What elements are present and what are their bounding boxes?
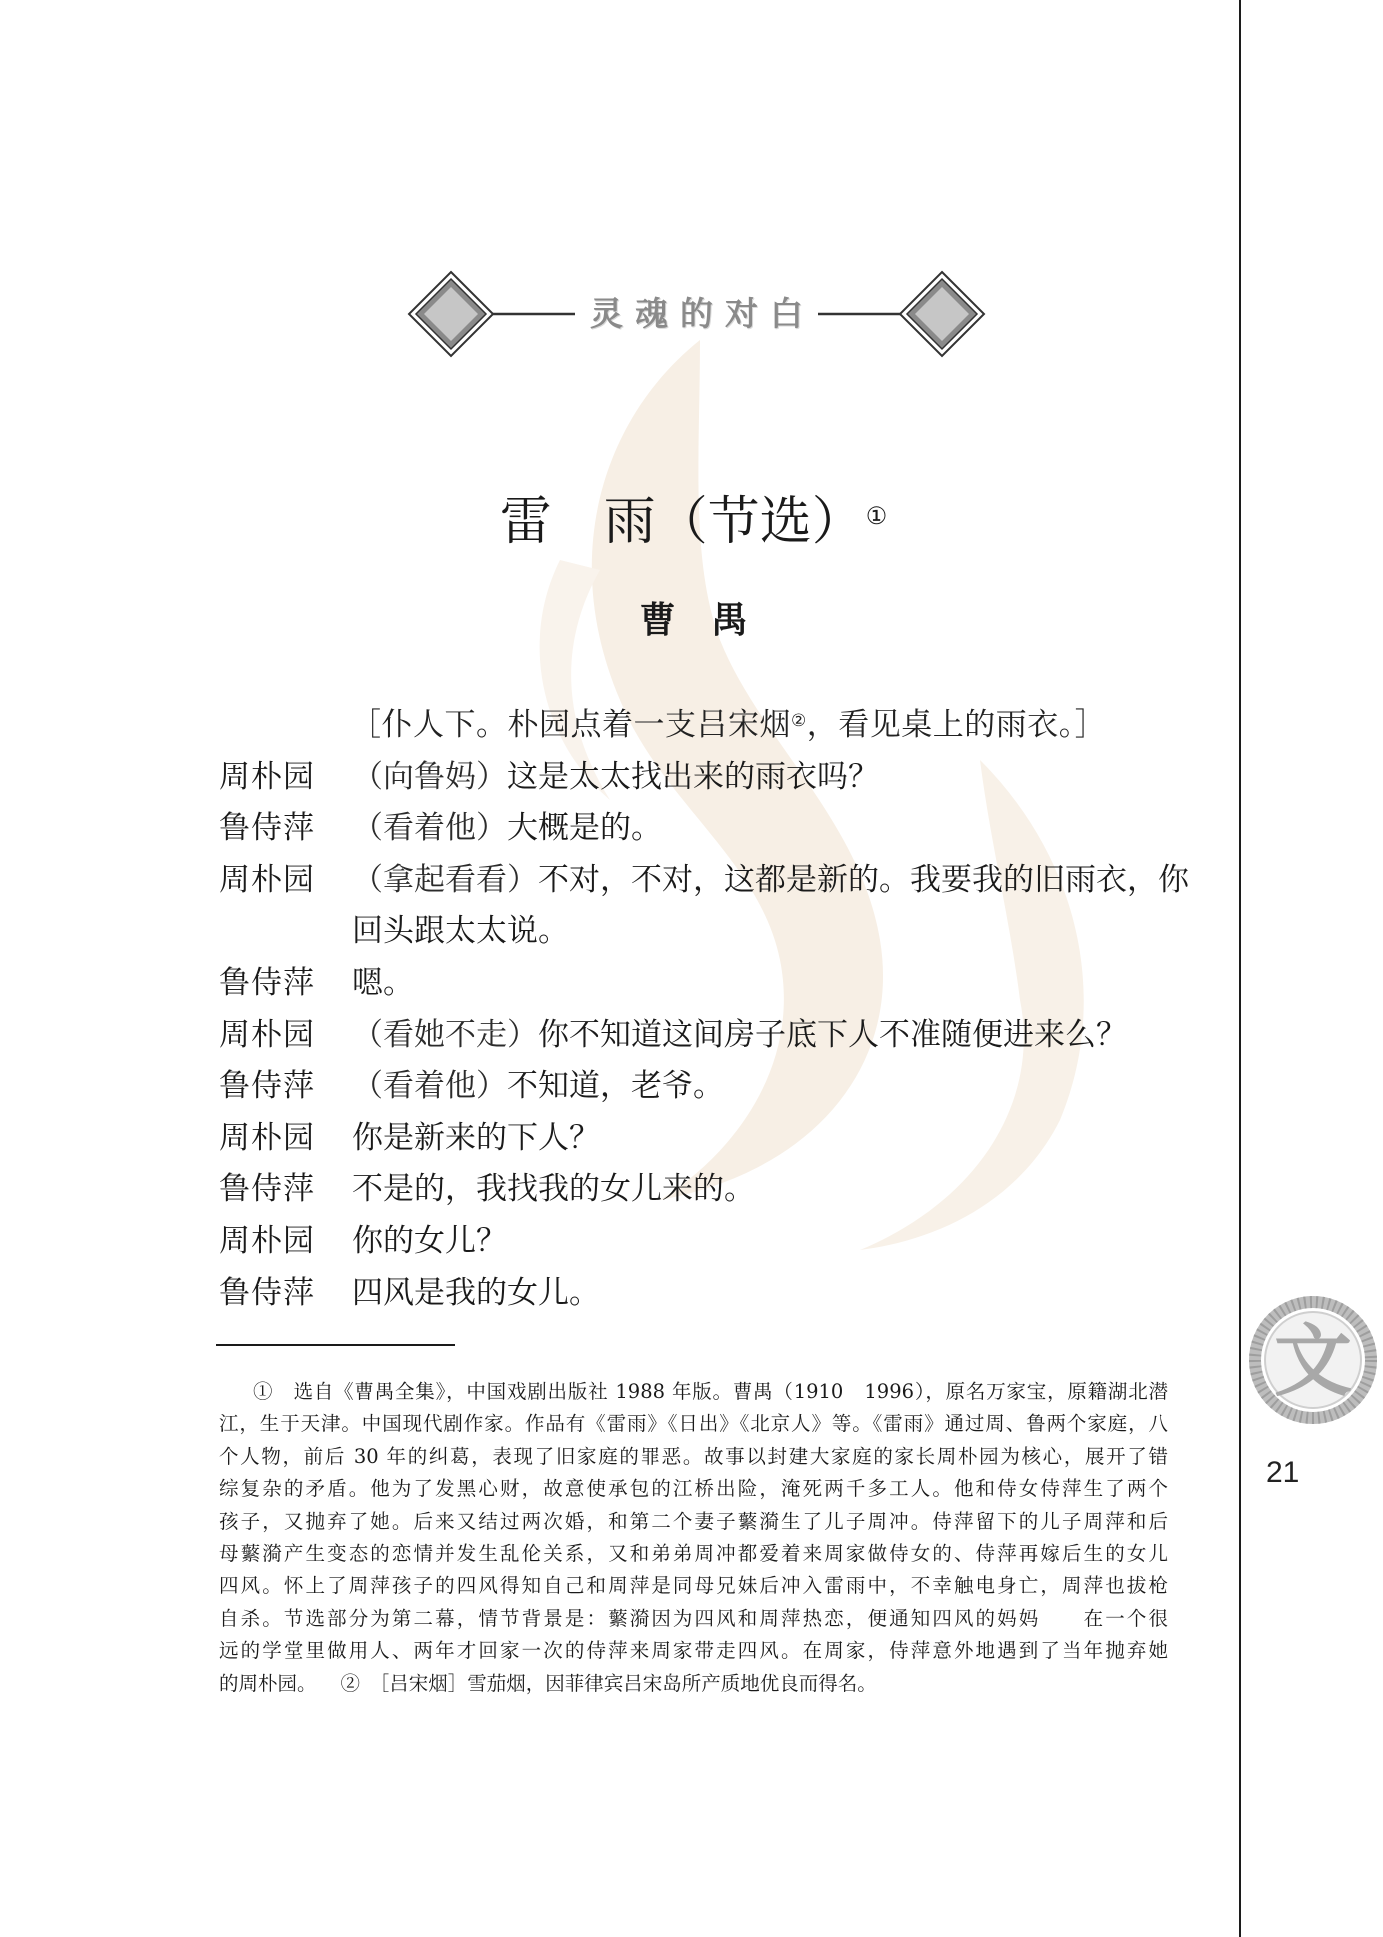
speaker-name: 周朴园 (219, 1119, 315, 1156)
dialogue-line (219, 752, 1168, 804)
speaker-name: 鲁侍萍 (219, 1274, 315, 1311)
dialogue-line (219, 1268, 1168, 1320)
inline-direction: （向鲁妈） (352, 758, 507, 795)
speech-line (352, 958, 1168, 1010)
speech-text: 不知道，老爷。 (507, 1068, 724, 1105)
page-title (219, 494, 1168, 550)
speech-text: 这是太太找出来的雨衣吗？ (507, 758, 879, 795)
diamond-ornament-left (409, 272, 493, 356)
seal-glyph: 文 (1273, 1317, 1353, 1407)
footnote-line (219, 1668, 1168, 1700)
footnote-line: 自杀。节选部分为第二幕，情节背景是：蘩漪因为四风和周萍热恋，便通知四风的妈妈 在一个很 (219, 1606, 1168, 1630)
speaker-name: 鲁侍萍 (219, 1171, 315, 1208)
inline-direction: （看她不走） (352, 1016, 538, 1053)
title-subtitle: （节选） (655, 492, 864, 552)
speech-text: 不对，不对，这都是新的。我要我的旧雨衣，你 (538, 861, 1189, 898)
footnote-separator (216, 1344, 455, 1346)
speaker-name: 鲁侍萍 (219, 1068, 315, 1105)
wen-seal-emblem (1247, 1294, 1379, 1426)
dialogue-line (219, 1010, 1168, 1062)
speech-text: 大概是的。 (507, 810, 662, 847)
speech-text: 不是的，我找我的女儿来的。 (352, 1171, 755, 1208)
page-edge-rule (1239, 0, 1241, 1937)
speech-continuation: 回头跟太太说。 (352, 913, 569, 950)
footnote-line: 母蘩漪产生变态的恋情并发生乱伦关系，又和弟弟周冲都爱着来周家做侍女的、侍萍再嫁后生的女儿 (219, 1541, 1168, 1565)
speaker-name: 周朴园 (219, 1222, 315, 1259)
speech-line (352, 1164, 1168, 1216)
speech-text: 你是新来的下人？ (352, 1119, 600, 1156)
inline-direction: （看着他） (352, 1068, 507, 1105)
speaker-name: 鲁侍萍 (219, 810, 315, 847)
speech-line (352, 855, 1189, 907)
speech-text: 你的女儿？ (352, 1222, 507, 1259)
dialogue-line (219, 855, 1189, 958)
speaker-name: 周朴园 (219, 861, 315, 898)
speech-line (352, 1113, 1168, 1165)
stage-direction-text-end: ，看见桌上的雨衣。］ (806, 707, 1107, 743)
dialogue-line (219, 1216, 1168, 1268)
speaker-name: 周朴园 (219, 758, 315, 795)
dialogue-line (219, 1113, 1168, 1165)
speech-text: 四风是我的女儿。 (352, 1274, 600, 1311)
dialogue-line (219, 803, 1168, 855)
stage-direction-footnote-mark: ② (791, 711, 807, 731)
speech-line (352, 1061, 1168, 1113)
footnote-line: 综复杂的矛盾。他为了发黑心财，故意使承包的江桥出险，淹死两千多工人。他和侍女侍萍生了两个 (219, 1477, 1168, 1501)
footnote-1-end: 的周朴园。 (219, 1671, 317, 1695)
page-number: 21 (1266, 1456, 1300, 1489)
stage-direction (219, 700, 1168, 752)
footnote-line: 孩子，又抛弃了她。后来又结过两次婚，和第二个妻子蘩漪生了儿子周冲。侍萍留下的儿子周萍和后 (219, 1509, 1168, 1533)
title-footnote-mark: ① (865, 502, 888, 530)
play-excerpt (219, 700, 1189, 1319)
diamond-ornament-right (900, 272, 984, 356)
dialogue-line (219, 1061, 1168, 1113)
speech-text: 你不知道这间房子底下人不准随便进来么？ (538, 1016, 1127, 1053)
speaker-name: 周朴园 (219, 1016, 315, 1053)
speech-line (352, 1268, 1168, 1320)
footnote-line: 四风。怀上了周萍孩子的四风得知自己和周萍是同母兄妹后冲入雷雨中，不幸触电身亡，周萍也拔枪 (219, 1574, 1168, 1598)
footnote-line: 远的学堂里做用人、两年才回家一次的侍萍来周家带走四风。在周家，侍萍意外地遇到了当年抛弃她 (219, 1639, 1168, 1663)
speaker-name: 鲁侍萍 (219, 964, 315, 1001)
dialogue-line (219, 958, 1168, 1010)
footnote-2: ② ［吕宋烟］雪茄烟，因菲律宾吕宋岛所产质地优良而得名。 (340, 1671, 877, 1695)
footnote-line: 江，生于天津。中国现代剧作家。作品有《雷雨》《日出》《北京人》等。《雷雨》通过周、鲁两个家庭，八 (219, 1412, 1168, 1436)
stage-direction-text: ［仆人下。朴园点着一支吕宋烟 (350, 707, 791, 743)
dialogue-line (219, 1164, 1168, 1216)
speech-line (352, 752, 1168, 804)
title-main: 雷 雨 (499, 492, 656, 552)
footnote-line: 个人物，前后 30 年的纠葛，表现了旧家庭的罪恶。故事以封建大家庭的家长周朴园为核心，展开了错 (219, 1444, 1168, 1468)
inline-direction: （看着他） (352, 810, 507, 847)
speech-line (352, 803, 1168, 855)
speech-line (352, 1216, 1168, 1268)
footnotes (219, 1376, 1168, 1700)
inline-direction: （拿起看看） (352, 861, 538, 898)
author-name: 曹 禺 (639, 599, 748, 641)
speech-line (352, 1010, 1168, 1062)
section-title: 灵魂的对白 (590, 294, 815, 333)
footnote-line: ① 选自《曹禺全集》，中国戏剧出版社 1988 年版。曹禺（1910 1996），原名万家宝，原籍湖北潜 (253, 1380, 1168, 1403)
speech-text: 嗯。 (352, 964, 414, 1001)
